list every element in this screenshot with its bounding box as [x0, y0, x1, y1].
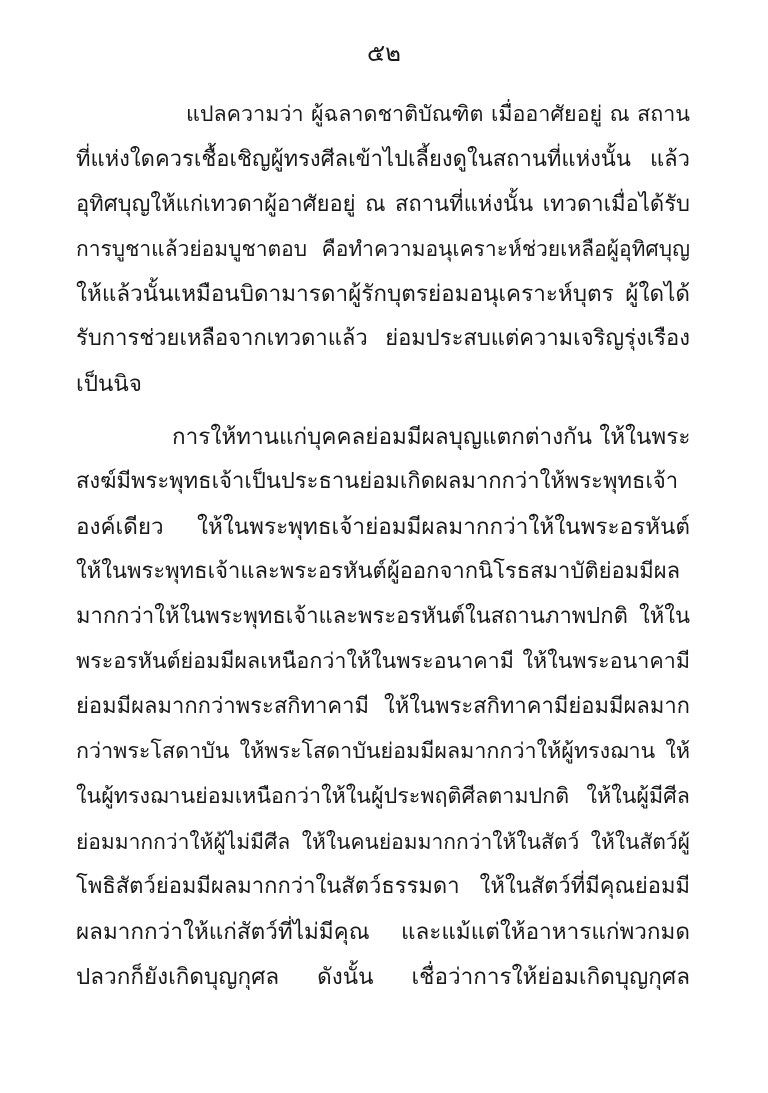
- paragraph-2-line-4: ให้ในพระพุทธเจ้าและพระอรหันต์ผู้ออกจากนิโรธสมาบัติย่อมมีผล: [76, 559, 681, 584]
- paragraph-2-line-6: พระอรหันต์ย่อมมีผลเหนือกว่าให้ในพระอนาคามี ให้ในพระอนาคามี: [76, 649, 690, 674]
- paragraph-1-line-2: ที่แห่งใดควรเชื้อเชิญผู้ทรงศีลเข้าไปเลี้ยงดูในสถานที่แห่งนั้น แล้ว: [76, 147, 690, 172]
- paragraph-1-line-5: ให้แล้วนั้นเหมือนบิดามารดาผู้รักบุตรย่อมอนุเคราะห์บุตร ผู้ใดได้: [76, 281, 690, 307]
- paragraph-2-line-9: ในผู้ทรงฌานย่อมเหนือกว่าให้ในผู้ประพฤติศีลตามปกติ ให้ในผู้มีศีล: [76, 784, 690, 809]
- paragraph-2-line-12: ผลมากกว่าให้แก่สัตว์ที่ไม่มีคุณ และแม้แต่ให้อาหารแก่พวกมด: [76, 919, 690, 945]
- paragraph-2-line-8: กว่าพระโสดาบัน ให้พระโสดาบันย่อมมีผลมากกว่าให้ผู้ทรงฌาน ให้: [76, 739, 690, 764]
- paragraph-2-line-3: องค์เดียว ให้ในพระพุทธเจ้าย่อมมีผลมากกว่าให้ในพระอรหันต์: [76, 514, 690, 540]
- paragraph-1-line-7: เป็นนิจ: [76, 371, 142, 397]
- paragraph-2-line-7: ย่อมมีผลมากกว่าพระสกิทาคามี ให้ในพระสกิทาคามีย่อมมีผลมาก: [76, 694, 690, 719]
- paragraph-1-line-1: แปลความว่า ผู้ฉลาดชาติบัณฑิต เมื่ออาศัยอยู่ ณ สถาน: [186, 102, 690, 127]
- paragraph-2-line-11: โพธิสัตว์ย่อมมีผลมากกว่าในสัตว์ธรรมดา ให้ในสัตว์ที่มีคุณย่อมมี: [76, 874, 690, 899]
- paragraph-2-line-1: การให้ทานแก่บุคคลย่อมมีผลบุญแตกต่างกัน ให้ในพระ: [172, 424, 691, 450]
- paragraph-2-line-2: สงฆ์มีพระพุทธเจ้าเป็นประธานย่อมเกิดผลมากกว่าให้พระพุทธเจ้า: [76, 469, 679, 494]
- page-number: ๕๒: [367, 39, 401, 67]
- paragraph-2-line-13: ปลวกก็ยังเกิดบุญกุศล ดังนั้น เชื่อว่าการให้ย่อมเกิดบุญกุศล: [76, 964, 690, 990]
- paragraph-2-line-5: มากกว่าให้ในพระพุทธเจ้าและพระอรหันต์ในสถานภาพปกติ ให้ใน: [76, 604, 690, 629]
- paragraph-2-line-10: ย่อมมากกว่าให้ผู้ไม่มีศีล ให้ในคนย่อมมากกว่าให้ในสัตว์ ให้ในสัตว์ผู้: [76, 830, 690, 854]
- paragraph-1-line-4: การบูชาแล้วย่อมบูชาตอบ คือทำความอนุเคราะห์ช่วยเหลือผู้อุทิศบุญ: [76, 237, 690, 261]
- paragraph-1-line-3: อุทิศบุญให้แก่เทวดาผู้อาศัยอยู่ ณ สถานที่แห่งนั้น เทวดาเมื่อได้รับ: [76, 192, 690, 217]
- paragraph-1-line-6: รับการช่วยเหลือจากเทวดาแล้ว ย่อมประสบแต่ความเจริญรุ่งเรือง: [76, 326, 690, 351]
